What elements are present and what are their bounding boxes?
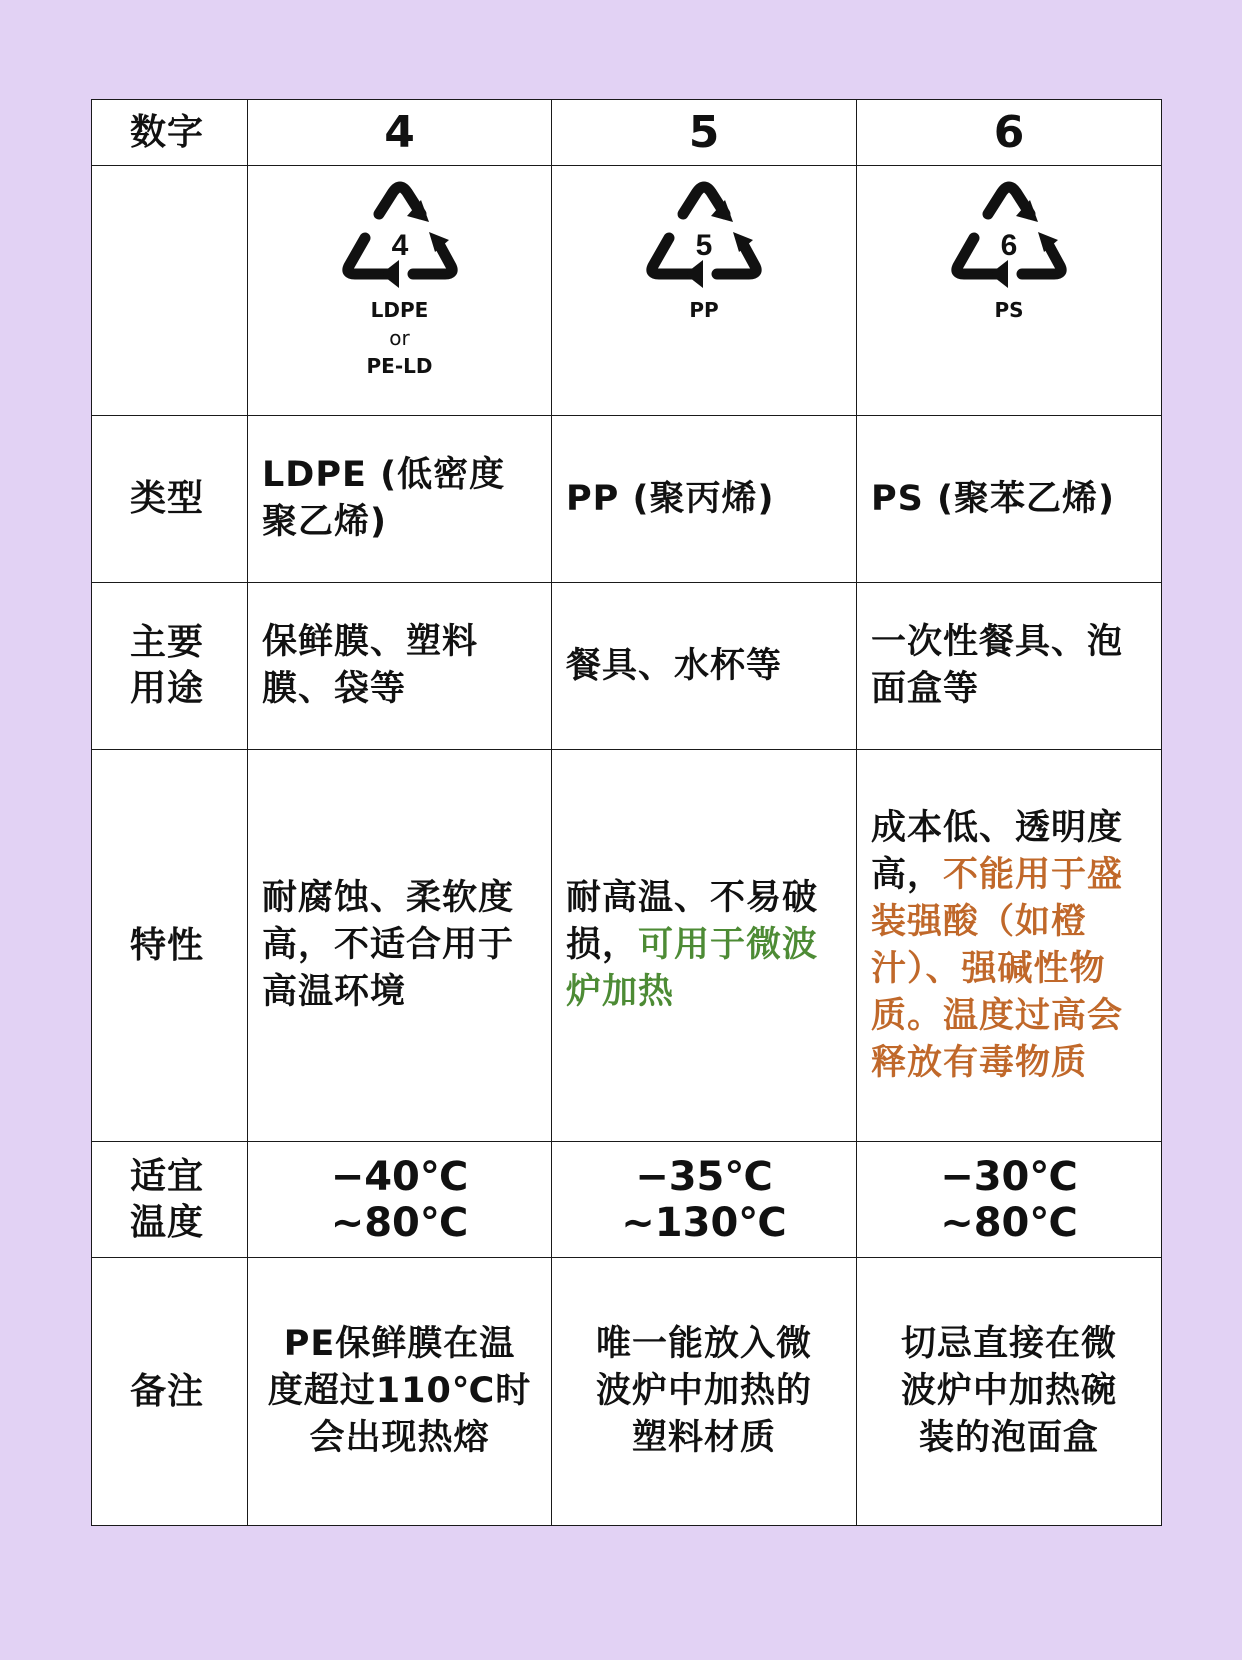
temp-6-min: −30℃ (940, 1153, 1078, 1200)
feature-value-6 (857, 750, 1162, 1142)
use-value-6: 一次性餐具、泡面盒等 (857, 583, 1162, 750)
logo-label-4c: PE-LD (366, 354, 433, 378)
plastic-codes-table (91, 99, 1162, 1526)
recycle-code-6: 6 (1000, 229, 1018, 262)
logo-label-5: PP (689, 298, 719, 322)
feature-6-orange: 不能用于盛装强酸（如橙汁）、强碱性物质。温度过高会释放有毒物质 (871, 854, 1124, 1083)
logo-cell-6 (857, 166, 1162, 416)
note-4-line1: PE保鲜膜在温 (283, 1324, 516, 1364)
type-row (92, 416, 1162, 583)
note-6-line2: 波炉中加热碗 (900, 1371, 1117, 1411)
header-number-6: 6 (857, 100, 1162, 166)
note-row (92, 1258, 1162, 1526)
logo-cell-4 (248, 166, 552, 416)
feature-value-5 (552, 750, 857, 1142)
logo-row-label (92, 166, 248, 416)
feature-row (92, 750, 1162, 1142)
temp-4-max: ~80℃ (330, 1199, 469, 1246)
logo-row (92, 166, 1162, 416)
note-5-line3: 塑料材质 (631, 1418, 776, 1458)
temperature-row (92, 1142, 1162, 1258)
use-value-4: 保鲜膜、塑料膜、袋等 (248, 583, 552, 750)
temperature-label-line2: 温度 (130, 1201, 205, 1243)
note-value-6 (857, 1258, 1162, 1526)
feature-5-plain: 耐高温、不易破损， (566, 878, 819, 965)
type-value-5: PP (聚丙烯) (552, 416, 857, 583)
logo-label-6: PS (994, 298, 1024, 322)
recycle-icon-5 (641, 180, 767, 296)
use-row (92, 583, 1162, 750)
temperature-value-6 (857, 1142, 1162, 1258)
temp-4-min: −40℃ (330, 1153, 469, 1200)
use-label-line1: 主要 (130, 622, 205, 663)
feature-value-4: 耐腐蚀、柔软度高，不适合用于高温环境 (248, 750, 552, 1142)
temp-5-min: −35℃ (635, 1153, 773, 1200)
note-6-line3: 装的泡面盒 (918, 1418, 1099, 1458)
temperature-label-line1: 适宜 (130, 1155, 205, 1197)
type-value-4: LDPE (低密度聚乙烯) (248, 416, 552, 583)
type-value-6: PS (聚苯乙烯) (857, 416, 1162, 583)
note-value-5 (552, 1258, 857, 1526)
use-label-line2: 用途 (130, 668, 205, 709)
recycle-code-4: 4 (391, 229, 408, 262)
recycle-code-5: 5 (695, 229, 713, 262)
header-label: 数字 (92, 100, 248, 166)
type-label: 类型 (92, 416, 248, 583)
note-5-line1: 唯一能放入微 (595, 1324, 812, 1364)
logo-label-4b: or (389, 326, 410, 350)
note-6-line1: 切忌直接在微 (900, 1324, 1117, 1364)
temperature-label (92, 1142, 248, 1258)
header-number-4: 4 (248, 100, 552, 166)
feature-6-plain: 成本低、透明度高， (871, 807, 1124, 895)
note-value-4 (248, 1258, 552, 1526)
recycle-icon-4 (337, 180, 463, 296)
header-row (92, 100, 1162, 166)
logo-label-4a: LDPE (370, 298, 429, 322)
temp-5-max: ~130℃ (621, 1199, 787, 1246)
feature-label: 特性 (92, 750, 248, 1142)
temp-6-max: ~80℃ (940, 1199, 1078, 1246)
logo-cell-5 (552, 166, 857, 416)
use-label (92, 583, 248, 750)
note-label: 备注 (92, 1258, 248, 1526)
note-5-line2: 波炉中加热的 (595, 1371, 812, 1411)
temperature-value-5 (552, 1142, 857, 1258)
note-4-line2: 度超过110℃时 (267, 1371, 532, 1411)
feature-5-green: 可用于微波炉加热 (566, 925, 819, 1012)
temperature-value-4 (248, 1142, 552, 1258)
note-4-line3: 会出现热熔 (309, 1418, 490, 1458)
use-value-5: 餐具、水杯等 (552, 583, 857, 750)
header-number-5: 5 (552, 100, 857, 166)
recycle-icon-6 (946, 180, 1072, 296)
